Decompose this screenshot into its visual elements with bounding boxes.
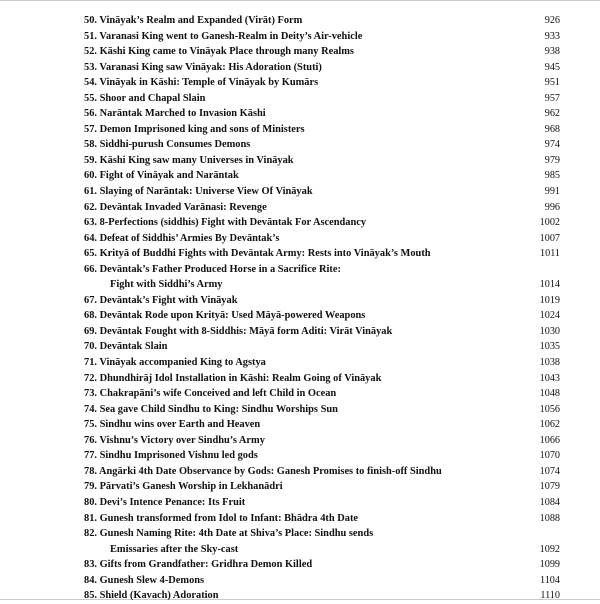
- toc-entry-title: 65. Krityā of Buddhi Fights with Devāntak Army: Rests into Vināyak’s Mouth: [84, 248, 431, 260]
- toc-entry-title: 83. Gifts from Grandfather: Gridhra Demon Killed: [84, 559, 313, 571]
- toc-entry: [84, 29, 560, 45]
- toc-entry-title: 78. Angārki 4th Date Observance by Gods: Ganesh Promises to finish-off Sindhu: [84, 465, 442, 477]
- toc-entry: [84, 262, 560, 278]
- toc-entry-page-number: 1043: [539, 372, 560, 384]
- toc-entry-title: Emissaries after the Sky-cast: [110, 543, 239, 555]
- toc-entry: [84, 526, 560, 542]
- toc-entry: [84, 200, 560, 216]
- toc-entry-page-number: 1110: [540, 590, 560, 602]
- toc-entry-title: 75. Sindhu wins over Earth and Heaven: [84, 419, 261, 431]
- toc-entry: [84, 573, 560, 589]
- toc-entry-page-number: 1011: [540, 248, 560, 260]
- toc-entry: [84, 122, 560, 138]
- toc-entry-title: 70. Devāntak Slain: [84, 341, 168, 353]
- toc-entry: [84, 215, 560, 231]
- toc-entry-page-number: 968: [544, 123, 560, 135]
- toc-entry-page-number: 962: [544, 108, 560, 120]
- toc-entry: [84, 402, 560, 418]
- toc-entry-page-number: 1030: [539, 325, 560, 337]
- toc-entry-title: 53. Varanasi King saw Vināyak: His Adoration (Stuti): [84, 61, 322, 73]
- toc-entry: [84, 417, 560, 433]
- toc-entry-page-number: 1088: [539, 512, 560, 524]
- toc-entry-page-number: 1079: [539, 481, 560, 493]
- toc-entry: [84, 44, 560, 60]
- toc-entry: [84, 91, 560, 107]
- toc-entry: [84, 464, 560, 480]
- toc-entry-page-number: 1092: [539, 543, 560, 555]
- toc-entry-title: 54. Vināyak in Kāshi: Temple of Vināyak by Kumārs: [84, 77, 319, 89]
- toc-entry-page-number: 1070: [539, 450, 560, 462]
- toc-entry-title: 69. Devāntak Fought with 8-Siddhis: Māyā form Aditi: Virāt Vināyak: [84, 325, 393, 337]
- toc-entry-title: 77. Sindhu Imprisoned Vishnu led gods: [84, 450, 258, 462]
- toc-entry-page-number: 933: [544, 30, 560, 42]
- toc-entry: [84, 184, 560, 200]
- toc-entry: [84, 137, 560, 153]
- toc-entry-page-number: 957: [544, 92, 560, 104]
- toc-entry: [84, 231, 560, 247]
- toc-entry: [84, 153, 560, 169]
- toc-entry-continuation: [84, 277, 560, 293]
- toc-entry: [84, 371, 560, 387]
- toc-entry: [84, 339, 560, 355]
- toc-entry-page-number: 926: [544, 15, 560, 26]
- toc-entry-title: 84. Gunesh Slew 4-Demons: [84, 574, 205, 586]
- toc-entry-title: 79. Pārvati’s Ganesh Worship in Lekhanādri: [84, 481, 283, 493]
- toc-entry-title: 57. Demon Imprisoned king and sons of Ministers: [84, 123, 305, 135]
- toc-entry-page-number: 1014: [539, 279, 560, 291]
- toc-entry-page-number: 979: [544, 154, 560, 166]
- toc-entry-page-number: 1062: [539, 419, 560, 431]
- toc-entry-title: 64. Defeat of Siddhis’ Armies By Devāntak’s: [84, 232, 280, 244]
- toc-entry: [84, 168, 560, 184]
- toc-entry-title: 85. Shield (Kavach) Adoration: [84, 590, 219, 602]
- toc-entry: [84, 448, 560, 464]
- toc-entry-title: 55. Shoor and Chapal Slain: [84, 92, 206, 104]
- toc-entry-title: 52. Kāshi King came to Vināyak Place through many Realms: [84, 46, 354, 58]
- toc-entry-page-number: 1035: [539, 341, 560, 353]
- toc-entry-title: 68. Devāntak Rode upon Krityā: Used Māyā-powered Weapons: [84, 310, 366, 322]
- toc-entry: [84, 386, 560, 402]
- toc-entry-page-number: 1104: [540, 574, 560, 586]
- toc-entry-page-number: 1048: [539, 388, 560, 400]
- toc-entry-title: 58. Siddhi-purush Consumes Demons: [84, 139, 251, 151]
- toc-entry-page-number: 1002: [539, 217, 560, 229]
- toc-entry-continuation: [84, 542, 560, 558]
- toc-entry: [84, 75, 560, 91]
- toc-entry-title: Fight with Siddhi’s Army: [110, 279, 223, 291]
- toc-entry: [84, 511, 560, 527]
- toc-entry-title: 71. Vināyak accompanied King to Agstya: [84, 357, 266, 369]
- toc-entry-page-number: 1024: [539, 310, 560, 322]
- toc-entry-title: 63. 8-Perfections (siddhis) Fight with Devāntak For Ascendancy: [84, 217, 367, 229]
- toc-entry-title: 82. Gunesh Naming Rite: 4th Date at Shiva’s Place: Sindhu sends: [84, 528, 374, 540]
- toc-entry-title: 60. Fight of Vināyak and Narāntak: [84, 170, 239, 182]
- toc-entry-title: 72. Dhundhirāj Idol Installation in Kāshi: Realm Going of Vināyak: [84, 372, 382, 384]
- toc-entry: [84, 355, 560, 371]
- toc-entry-title: 61. Slaying of Narāntak: Universe View Of Vināyak: [84, 186, 313, 198]
- toc-entry: [84, 60, 560, 76]
- toc-entry-page-number: 991: [544, 186, 560, 198]
- toc-entry-title: 73. Chakrapāni’s wife Conceived and left Child in Ocean: [84, 388, 337, 400]
- toc-entry-page-number: 1019: [539, 294, 560, 306]
- toc-entry-page-number: 996: [544, 201, 560, 213]
- toc-entry: [84, 246, 560, 262]
- toc-entry-title: 59. Kāshi King saw many Universes in Vināyak: [84, 154, 294, 166]
- toc-entry-page-number: 1084: [539, 496, 560, 508]
- toc-entry-page-number: 938: [544, 46, 560, 58]
- toc-entry-title: 51. Varanasi King went to Ganesh-Realm in Deity’s Air-vehicle: [84, 30, 363, 42]
- toc-entry: [84, 293, 560, 309]
- toc-entry: [84, 495, 560, 511]
- toc-entry-page-number: 1038: [539, 357, 560, 369]
- toc-entry: [84, 324, 560, 340]
- toc-entry: [84, 13, 560, 29]
- toc-entry: [84, 106, 560, 122]
- toc-entry-title: 76. Vishnu’s Victory over Sindhu’s Army: [84, 434, 265, 446]
- table-of-contents: [84, 13, 560, 604]
- toc-entry: [84, 433, 560, 449]
- toc-entry-title: 80. Devi’s Intence Penance: Its Fruit: [84, 496, 246, 508]
- toc-entry-page-number: 945: [544, 61, 560, 73]
- toc-entry-page-number: 1007: [539, 232, 560, 244]
- toc-entry-page-number: 1099: [539, 559, 560, 571]
- toc-entry-title: 56. Narāntak Marched to Invasion Kāshi: [84, 108, 266, 120]
- toc-entry: [84, 588, 560, 604]
- toc-entry-title: 74. Sea gave Child Sindhu to King: Sindhu Worships Sun: [84, 403, 338, 415]
- toc-entry-title: 50. Vināyak’s Realm and Expanded (Virāt) Form: [84, 15, 303, 26]
- toc-entry: [84, 479, 560, 495]
- toc-entry-title: 66. Devāntak’s Father Produced Horse in a Sacrifice Rite:: [84, 263, 341, 275]
- toc-entry-page-number: 985: [544, 170, 560, 182]
- toc-entry-title: 62. Devāntak Invaded Varānasi: Revenge: [84, 201, 267, 213]
- toc-entry-page-number: 1066: [539, 434, 560, 446]
- toc-entry-page-number: 1074: [539, 465, 560, 477]
- toc-entry: [84, 557, 560, 573]
- toc-entry-title: 67. Devāntak’s Fight with Vināyak: [84, 294, 238, 306]
- toc-entry-page-number: 1056: [539, 403, 560, 415]
- toc-entry-page-number: 974: [544, 139, 560, 151]
- toc-entry-title: 81. Gunesh transformed from Idol to Infant: Bhādra 4th Date: [84, 512, 359, 524]
- toc-entry-page-number: 951: [544, 77, 560, 89]
- toc-entry: [84, 308, 560, 324]
